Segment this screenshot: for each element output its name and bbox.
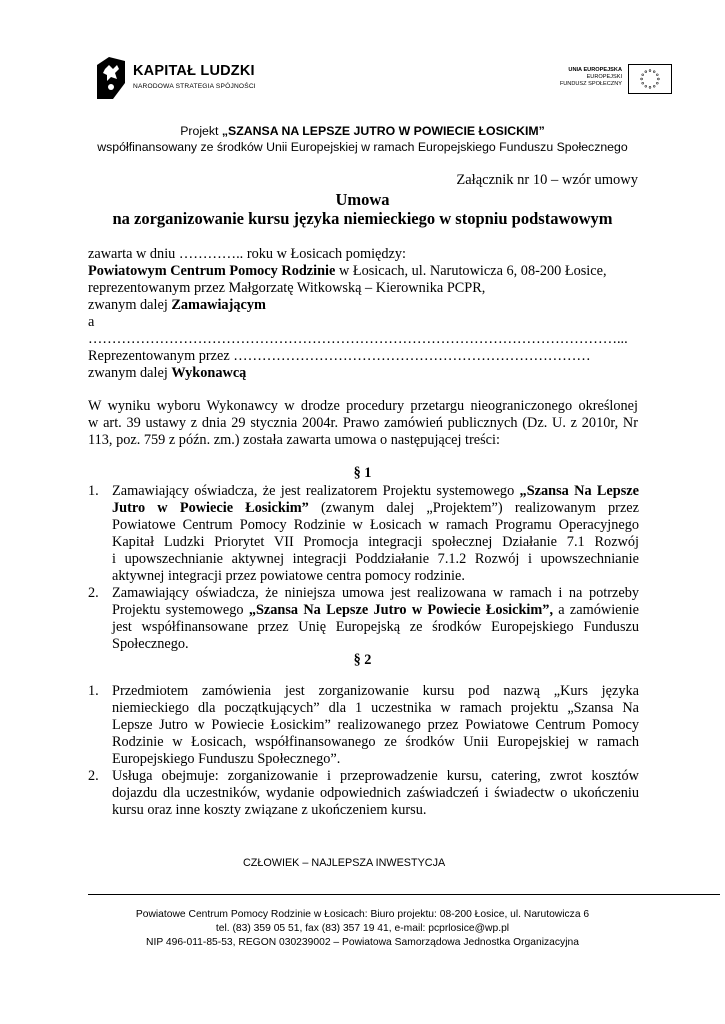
contractor-name: Powiatowym Centrum Pomocy Rodzinie — [88, 263, 336, 279]
section-2-list — [88, 683, 639, 819]
item-text: Projektu systemowego — [112, 602, 249, 618]
intro-paragraph — [88, 398, 638, 449]
item-line: Społecznego. — [112, 636, 189, 652]
intro-line-1: W wyniku wyboru Wykonawcy w drodze procedury przetargu nieograniczonego określonej — [88, 398, 638, 414]
kapital-ludzki-title: KAPITAŁ LUDZKI — [133, 63, 255, 79]
item-line: kursu oraz inne koszty związane z ukończeniem kursu. — [112, 802, 427, 818]
footer-registry: NIP 496-011-85-53, REGON 030239002 – Powiatowa Samorządowa Jednostka Organizacyjna — [146, 937, 579, 948]
cofinancing-line: współfinansowany ze środków Unii Europejskiej w ramach Europejskiego Funduszu Społecznego — [97, 140, 628, 154]
item-number: 2. — [88, 585, 99, 601]
item-line: aktywnej integracji przez powiatowe centra pomocy rodzinie. — [112, 568, 465, 584]
eu-line-1: UNIA EUROPEJSKA — [568, 67, 622, 73]
item-line: Europejskiego Funduszu Społecznego”. — [112, 751, 341, 767]
document-title: Umowa — [335, 190, 390, 209]
item-line — [112, 500, 639, 517]
zamawiajacy-label: Zamawiającym — [171, 297, 266, 313]
item-line: Usługa obejmuje: zorganizowanie i przeprowadzenie kursu, catering, zwrot kosztów — [112, 768, 639, 784]
section-1-list — [88, 483, 639, 653]
item-line: i upowszechnianie aktywnej integracji Poddziałanie 7.1.2 Rozwój i upowszechnianie — [112, 551, 639, 567]
footer-divider — [88, 894, 720, 895]
footer-contact: tel. (83) 359 05 51, fax (83) 357 19 41, e-mail: pcprlosice@wp.pl — [215, 923, 510, 934]
project-name: „SZANSA NA LEPSZE JUTRO W POWIECIE ŁOSICKIM” — [221, 124, 545, 138]
eu-logo-text — [560, 67, 622, 88]
intro-line-3: 113, poz. 759 z późn. zm.) została zawarta umowa o następującej treści: — [88, 432, 500, 448]
eu-line-2: EUROPEJSKI — [586, 74, 622, 80]
item-line — [112, 483, 639, 500]
project-name-bold: Jutro w Powiecie Łosickim” — [112, 500, 309, 516]
parties-representative-line: reprezentowanym przez Małgorzatę Witkowską – Kierownika PCPR, — [88, 280, 486, 296]
kapital-ludzki-logo — [95, 55, 265, 105]
item-line: Przedmiotem zamówienia jest zorganizowanie kursu pod nazwą „Kurs języka — [112, 683, 639, 699]
footer-slogan: CZŁOWIEK – NAJLEPSZA INWESTYCJA — [243, 857, 446, 869]
item-line — [112, 602, 639, 619]
section-1-item-1 — [88, 483, 639, 585]
project-prefix: Projekt — [180, 124, 222, 138]
wykonawca-label: Wykonawcą — [171, 365, 247, 381]
parties-date-line: zawarta w dniu ………….. roku w Łosicach pomiędzy: — [88, 246, 407, 262]
item-number: 1. — [88, 683, 99, 699]
item-line: Powiatowe Centrum Pomocy Rodzinie w Łosicach w ramach Programu Operacyjnego — [112, 517, 639, 533]
footer-address: Powiatowe Centrum Pomocy Rodzinie w Łosicach: Biuro projektu: 08-200 Łosice, ul. Narutowicza 6 — [135, 909, 590, 920]
wykonawca-prefix: zwanym dalej — [88, 365, 172, 381]
zamawiajacy-prefix: zwanym dalej — [88, 297, 172, 313]
annex-label: Załącznik nr 10 – wzór umowy — [456, 172, 638, 188]
item-line: Kapitał Ludzki Priorytet VII Promocja integracji społecznej Działanie 7.1 Rozwój — [112, 534, 639, 550]
item-line: Lepsze Jutro w Powiecie Łosickim” realizowanego przez Powiatowe Centrum Pomocy — [112, 717, 639, 733]
item-line: jest współfinansowane przez Unię Europejską ze środków Europejskiego Funduszu — [112, 619, 639, 635]
contractor-address: w Łosicach, ul. Narutowicza 6, 08-200 Łosice, — [335, 263, 607, 279]
intro-line-2: w art. 39 ustawy z dnia 29 stycznia 2004r. Prawo zamówień publicznych (Dz. U. z 2010r, Nr — [88, 415, 638, 431]
item-number: 1. — [88, 483, 99, 499]
section-2-title: § 2 — [353, 652, 372, 668]
project-name-bold: „Szansa Na Lepsze — [519, 483, 639, 499]
document-subtitle: na zorganizowanie kursu języka niemieckiego w stopniu podstawowym — [112, 209, 613, 228]
eu-logo — [556, 64, 672, 96]
section-1-title: § 1 — [353, 465, 372, 481]
item-text: Zamawiający oświadcza, że jest realizatorem Projektu systemowego — [112, 483, 520, 499]
item-number: 2. — [88, 768, 99, 784]
item-line: Zamawiający oświadcza, że niniejsza umowa jest realizowana w ramach i na potrzeby — [112, 585, 639, 601]
item-line: Rodzinie w Łosicach, współfinansowanego ze środków Unii Europejskiej w ramach — [112, 734, 639, 750]
item-text: a zamówienie — [553, 602, 639, 618]
parties-blank-line: …………………………………………………………………………………………………... — [88, 331, 628, 347]
parties-wykonawca-line — [88, 365, 638, 382]
eu-line-3: FUNDUSZ SPOŁECZNY — [559, 81, 622, 87]
parties-block — [88, 246, 638, 382]
parties-contractor-line — [88, 263, 638, 280]
section-2-item-2 — [88, 768, 639, 819]
item-text: (zwanym dalej „Projektem”) realizowanym przez — [308, 500, 639, 516]
item-line: niemieckiego dla początkujących” dla 1 uczestnika w ramach projektu „Szansa Na — [112, 700, 639, 716]
section-2-item-1 — [88, 683, 639, 768]
parties-and: a — [88, 314, 95, 330]
parties-zamawiajacy-line — [88, 297, 638, 314]
parties-represented-line: Reprezentowanym przez ………………………………………………………………… — [88, 348, 591, 364]
project-name-bold: „Szansa Na Lepsze Jutro w Powiecie Łosickim”, — [248, 602, 554, 618]
item-line: dojazdu dla uczestników, wydanie odpowiednich zaświadczeń i świadectw o ukończeniu — [112, 785, 639, 801]
kapital-ludzki-subtitle: NARODOWA STRATEGIA SPÓJNOŚCI — [133, 83, 256, 90]
project-line — [0, 124, 725, 138]
kapital-ludzki-mark-icon — [95, 55, 127, 101]
section-1-item-2 — [88, 585, 639, 653]
eu-flag-icon — [628, 64, 672, 94]
